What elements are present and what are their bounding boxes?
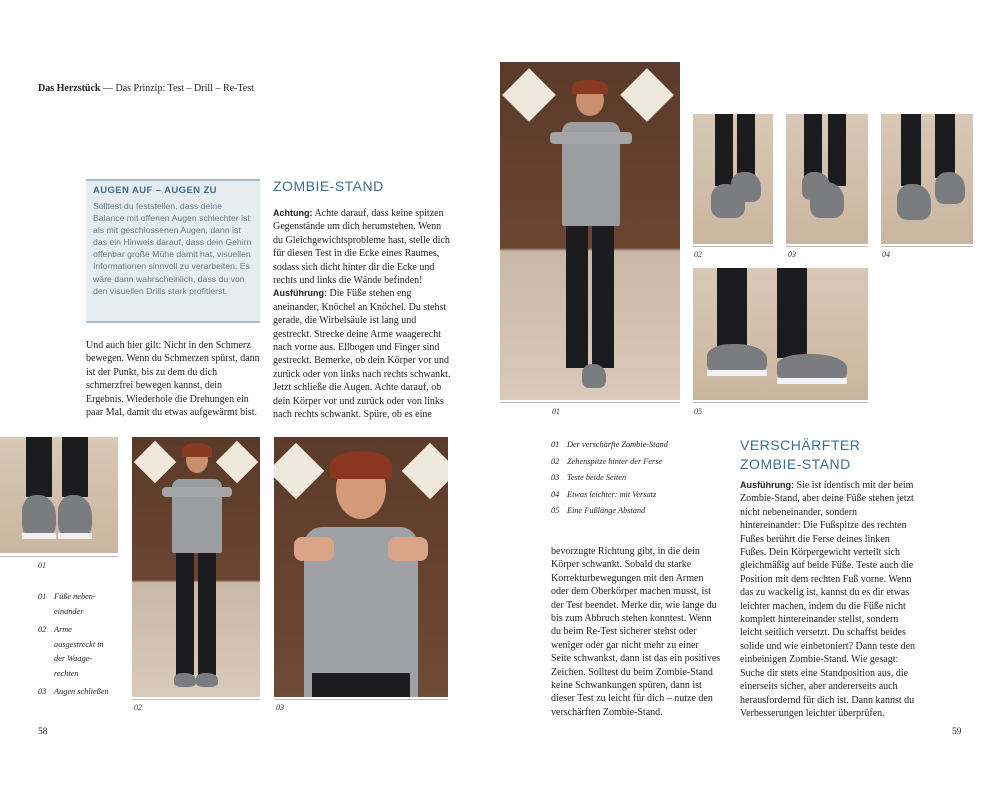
left-body-text: Und auch hier gilt: Nicht in den Schmerz bewegen. Wenn du Schmerzen spürst, dann ist der Punkt, bis zu dem du dich schmerzfrei bewegen kannst, dein Ergebnis. Wiederhole die Drehungen ein paar Mal, damit du etwas aufgewärmt bist. <box>86 340 260 419</box>
photo-rule <box>693 402 868 403</box>
photo-foot-length-apart <box>693 268 868 400</box>
achtung-text: Achte darauf, dass keine spitzen Gegenstände um dich herumstehen. Wenn du Gleichgewichtsprobleme hast, stelle dich für diesen Test in die Ecke eines Raumes, sodass sich dicht hinter dir die Ecke und rechts und links die Wände befinden! <box>273 208 450 287</box>
photo-label-r05: 05 <box>694 407 702 416</box>
caption-item: 02 Arme ausgestreckt in der Waage-rechten <box>38 625 104 678</box>
caption-item: 03 Teste beide Seiten <box>551 473 627 483</box>
photo-rule <box>786 246 868 247</box>
photo-test-both-sides <box>786 114 868 244</box>
photo-rule <box>0 556 118 557</box>
photo-rule <box>500 402 680 403</box>
verschaerft-title-line2: ZOMBIE-STAND <box>740 456 851 472</box>
photo-rule <box>274 699 448 700</box>
photo-label-l01: 01 <box>38 561 46 570</box>
verschaerft-title <box>740 436 860 474</box>
photo-label-l03: 03 <box>276 703 284 712</box>
right-caption-list <box>551 437 721 520</box>
caption-item: 01 Der verschärfte Zombie-Stand <box>551 440 668 449</box>
running-header <box>38 83 254 94</box>
photo-label-r02: 02 <box>694 250 702 259</box>
caption-item: 05 Eine Fußlänge Abstand <box>551 506 646 516</box>
photo-offset <box>881 114 973 244</box>
verschaerft-body <box>740 479 915 720</box>
info-box-title: AUGEN AUF – AUGEN ZU <box>93 185 217 196</box>
achtung-label: Achtung: <box>273 208 313 218</box>
page-number-right: 59 <box>952 727 962 737</box>
photo-label-r03: 03 <box>788 250 796 259</box>
photo-heel-to-toe <box>693 114 773 244</box>
photo-rule <box>693 246 773 247</box>
ausfuehrung-text: Die Füße stehen eng aneinander, Knöchel an Knöchel. Du stehst gerade, die Wirbelsäule ist lang und gestreckt. Strecke deine Arme waagerecht nach vorne aus. Ellbogen und Finger sind gestreckt. Bemerke, ob dein Körper vor und zurück oder von links nach rechts schwankt. Jetzt schließe die Augen. Achte darauf, ob dein Körper vor und zurück oder von links nach rechts schwankt. Spüre, ob es eine <box>273 288 451 421</box>
info-box <box>86 179 260 323</box>
photo-label-l02: 02 <box>134 703 142 712</box>
photo-feet-together <box>0 437 118 553</box>
caption-item: 04 Etwas leichter: mit Versatz <box>551 489 657 499</box>
zombie-body <box>273 207 453 422</box>
verschaerft-title-line1: VERSCHÄRFTER <box>740 437 861 453</box>
photo-full-body-arms <box>132 437 260 697</box>
left-caption-list <box>38 590 118 700</box>
photo-label-r04: 04 <box>882 250 890 259</box>
ausfuehrung-label: Ausführung: <box>273 288 327 299</box>
info-box-text: Solltest du feststellen, dass deine Balance mit offenen Augen schlechter ist als mit geschlossenen Augen, dann ist das ein Hinweis darauf, dass dein Gehirn offenbar große Mühe damit hat, visuellen Informationen sinnvoll zu verarbeiten. Es wäre dann wahrscheinlich, dass du von den visuellen Drills stark profitierst. <box>93 201 252 296</box>
verschaerft-text: Sie ist identisch mit der beim Zombie-Stand, aber deine Füße stehen jetzt nicht nebeneinander, sondern hintereinander: Die Fußspitze des rechten Fußes berührt die Ferse deines linken Fußes. Dein Körpergewicht verteilt sich gleichmäßig auf beide Füße. Teste auch die Position mit dem rechten Fuß vorne. Wenn das zu wackelig ist, kannst du es dir etwas leichter machen, indem du die Füße nicht komplett hintereinander stellst, sondern leicht seitlich versetzt. Du schaffst beides solide und wie einbetoniert? Dann teste den einbeinigen Zombie-Stand. Wie gesagt: Suche dir stets eine Standposition aus, die einerseits sicher, aber andererseits auch herausfordernd für dich ist. Dann kannst du Verbesserungen leichter überprüfen. <box>740 480 915 719</box>
caption-item: 01 Füße neben-einander <box>38 592 96 616</box>
zombie-title: ZOMBIE-STAND <box>273 178 384 194</box>
photo-rule <box>881 246 973 247</box>
header-subtitle: Das Prinzip: Test – Drill – Re-Test <box>115 83 254 94</box>
header-dash: — <box>103 83 113 94</box>
header-section: Das Herzstück <box>38 83 101 94</box>
caption-item: 03 Augen schließen <box>38 687 109 696</box>
photo-full-body-verschaerft <box>500 62 680 400</box>
continuation-text: bevorzugte Richtung gibt, in die dein Körper schwankt. Sobald du starke Korrekturbewegungen mit den Armen oder dem Oberkörper machen musst, ist der Test beendet. Merke dir, wie lange du bis zum Abbruch stehen konntest. Wenn du beim Re-Test sicherer stehst oder weniger oder gar nicht mehr zu einer Seite schwankst, dann ist das ein positives Zeichen. Solltest du beim Zombie-Stand keine Schwankungen spüren, dann ist dieser Test zu leicht für dich – nutze den verschärften Zombie-Stand. <box>551 546 721 718</box>
photo-eyes-closed <box>274 437 448 697</box>
photo-label-r01: 01 <box>552 407 560 416</box>
page-number-left: 58 <box>38 727 48 737</box>
photo-rule <box>132 699 260 700</box>
caption-item: 02 Zehenspitze hinter der Ferse <box>551 456 663 466</box>
verschaerft-label: Ausführung: <box>740 480 794 490</box>
